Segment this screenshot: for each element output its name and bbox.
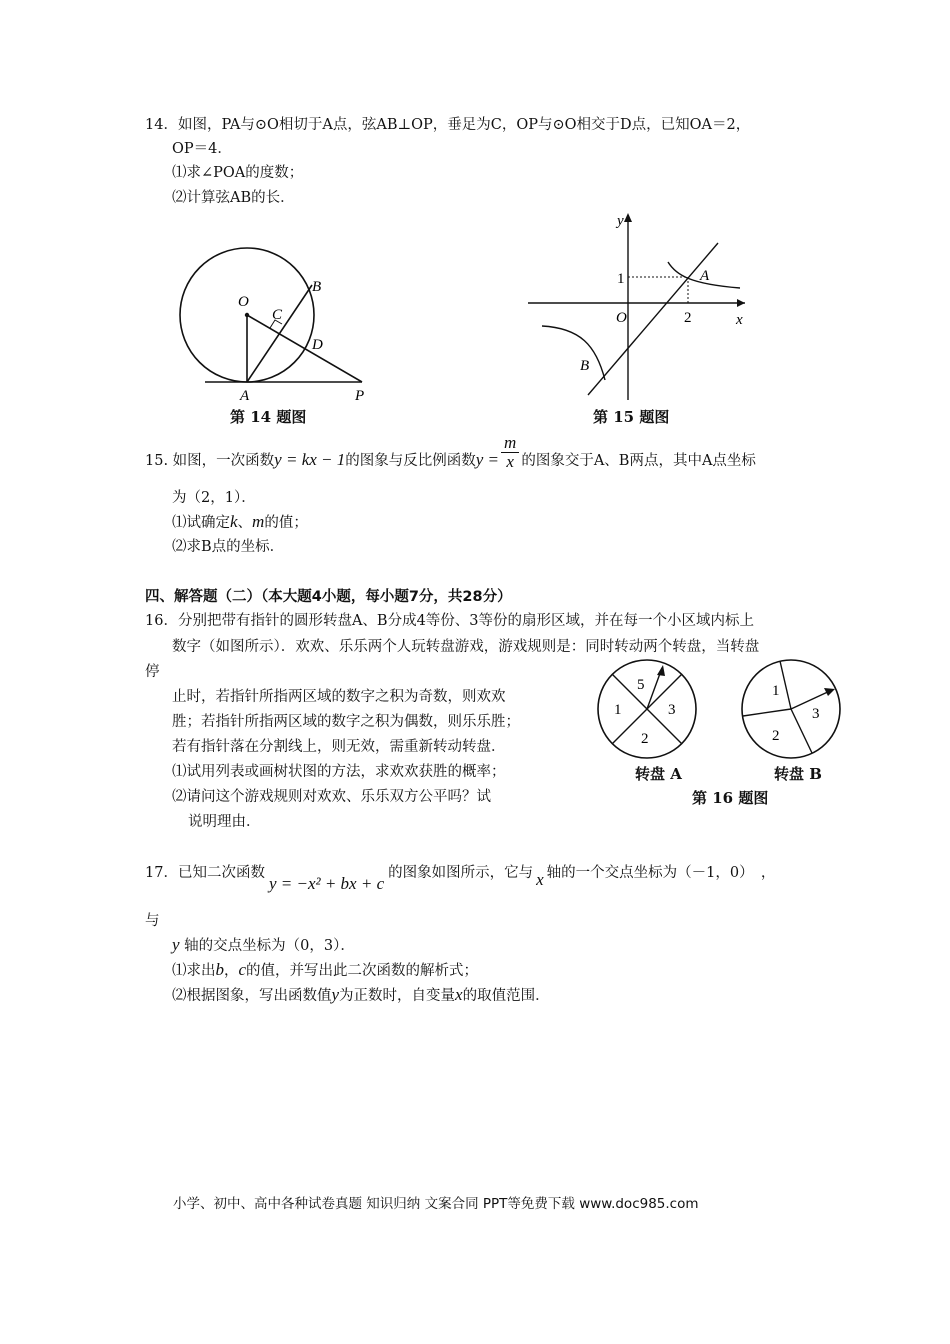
- wheel-b-number: 1: [772, 683, 780, 699]
- q16-line: 停: [145, 664, 160, 680]
- var-m: m: [252, 512, 265, 531]
- q15-line2: 为（2，1）．: [172, 490, 256, 506]
- t: ⑴求出: [172, 963, 216, 979]
- wheel-a-number: 2: [641, 731, 649, 747]
- q15-prefix: 15. 如图，一次函数: [145, 453, 275, 469]
- wheel-a-caption: 转盘 A: [635, 765, 682, 783]
- wheel-a: [598, 660, 696, 758]
- q17-part1: [172, 960, 478, 981]
- label-x: x: [736, 312, 743, 328]
- t: ，: [224, 963, 239, 979]
- var-y: y: [331, 985, 340, 1004]
- q16-line: 16．分别把带有指针的圆形转盘A、B分成4等份、3等份的扇形区域，并在每一个小区域内标上: [145, 613, 755, 629]
- q16-line: 胜；若指针所指两区域的数字之积为偶数，则乐乐胜；: [172, 714, 520, 730]
- q17-line2: 与: [145, 913, 160, 929]
- q15-formula-lhs: y =: [475, 450, 500, 469]
- q15-suffix: 的图象交于A、B两点，其中A点坐标: [521, 453, 756, 469]
- q17-formula: y = −x² + bx + c: [268, 874, 385, 893]
- q15-formula-linear: y = kx − 1: [274, 450, 346, 469]
- q16-line: 说明理由．: [188, 814, 261, 830]
- wheel-a-number: 3: [668, 702, 676, 718]
- q16-line: ⑵请问这个游戏规则对欢欢、乐乐双方公平吗？试: [172, 789, 491, 805]
- var-x: x: [455, 985, 463, 1004]
- wheel-a-number: 5: [637, 677, 645, 693]
- q15-part2: ⑵求B点的坐标．: [172, 539, 285, 555]
- var-c: c: [238, 960, 247, 979]
- label-A: A: [240, 388, 250, 404]
- t: ⑴试确定: [172, 515, 230, 531]
- label-O15: O: [616, 310, 627, 326]
- wheel-b-number: 3: [812, 706, 820, 722]
- q17-part2: [172, 985, 550, 1006]
- section-heading: 四、解答题（二）（本大题4小题，每小题7分，共28分）: [145, 589, 512, 605]
- wheel-a-number: 1: [614, 702, 622, 718]
- q14-line2: OP＝4．: [172, 141, 232, 157]
- q17-line3: [172, 935, 355, 956]
- q16-line: 止时，若指针所指两区域的数字之积为奇数，则欢欢: [172, 689, 506, 705]
- t: ⑵根据图象，写出函数值: [172, 988, 332, 1004]
- label-D: D: [312, 337, 323, 353]
- wheel-b-caption: 转盘 B: [774, 765, 822, 783]
- q17-line1: [145, 862, 776, 893]
- t: 17．已知二次函数: [145, 865, 265, 881]
- var-k: k: [230, 512, 238, 531]
- label-O: O: [238, 294, 249, 310]
- q16-line: 数字（如图所示）．欢欢、乐乐两个人玩转盘游戏，游戏规则是：同时转动两个转盘，当转盘: [172, 639, 760, 655]
- t: 、: [237, 515, 253, 531]
- fraction-num: m: [501, 434, 519, 453]
- var-x: x: [536, 870, 544, 889]
- label-C: C: [272, 307, 283, 323]
- wheel-b-number: 2: [772, 728, 780, 744]
- q16-line: 若有指针落在分割线上，则无效，需重新转动转盘．: [172, 739, 506, 755]
- tick-2: 2: [684, 310, 692, 326]
- q15-mid: 的图象与反比例函数: [345, 453, 476, 469]
- t: 的图象如图所示，它与: [388, 865, 534, 881]
- t: 为正数时，自变量: [339, 988, 456, 1004]
- var-b: b: [215, 960, 224, 979]
- q14-part2: ⑵计算弦AB的长．: [172, 190, 295, 206]
- label-P: P: [355, 388, 365, 404]
- fig15-caption: 第 15 题图: [593, 408, 670, 426]
- label-y: y: [617, 213, 624, 229]
- tick-1: 1: [617, 271, 625, 287]
- t: 轴的交点坐标为（0，3）．: [184, 938, 355, 954]
- t: 的取值范围．: [462, 988, 550, 1004]
- q14-part1: ⑴求∠POA的度数；: [172, 165, 304, 181]
- q14-line1: 14．如图，PA与⊙O相切于A点，弦AB⊥OP，垂足为C，OP与⊙O相交于D点，已知OA＝2，: [145, 117, 751, 133]
- wheel-b: [742, 660, 840, 758]
- label-B: B: [312, 279, 322, 295]
- fig16-caption: 第 16 题图: [692, 789, 769, 807]
- footer-text: 小学、初中、高中各种试卷真题 知识归纳 文案合同 PPT等免费下载 www.doc985.com: [173, 1196, 699, 1212]
- label-A15: A: [700, 268, 710, 284]
- t: 的值；: [264, 515, 308, 531]
- t: 轴的一个交点坐标为（－1，0） ，: [546, 865, 776, 881]
- label-B15: B: [580, 358, 590, 374]
- fig14-caption: 第 14 题图: [230, 408, 307, 426]
- q16-line: ⑴试用列表或画树状图的方法，求欢欢获胜的概率；: [172, 764, 506, 780]
- var-y: y: [172, 935, 180, 954]
- t: 的值，并写出此二次函数的解析式；: [246, 963, 479, 979]
- fraction-den: x: [506, 451, 514, 471]
